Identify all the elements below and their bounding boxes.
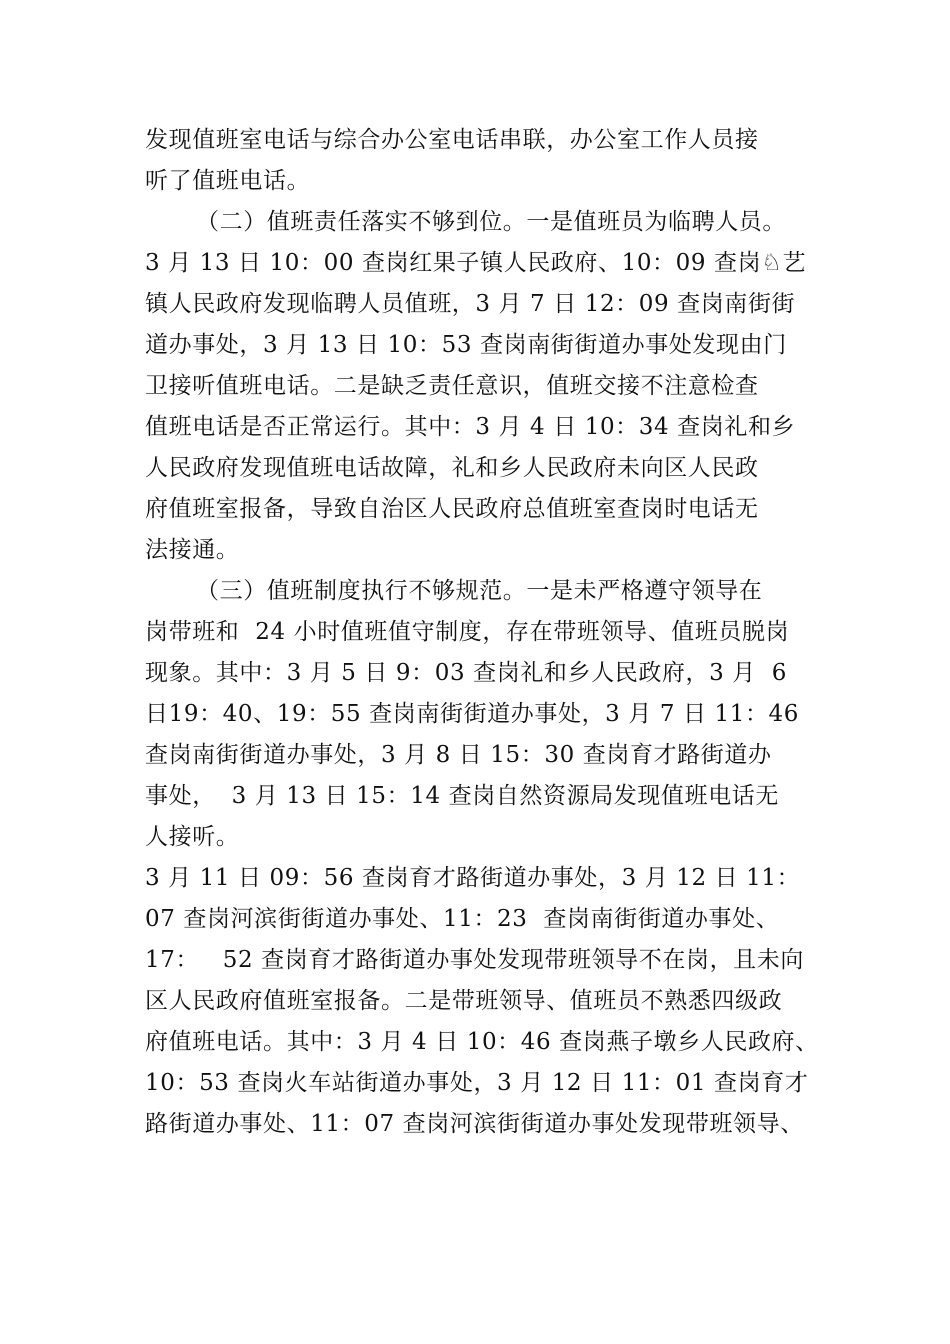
text-line: 听了值班电话。 <box>145 168 311 194</box>
text-line: 现象。其中：3 月 5 日 9：03 查岗礼和乡人民政府，3 月 6 <box>145 660 787 686</box>
text-line: 3 月 13 日 10：00 查岗红果子镇人民政府、10：09 查岗♘艺 <box>145 250 807 276</box>
text-line: 人接听。 <box>145 824 240 850</box>
section-heading-2: （二）值班责任落实不够到位。一是值班员为临聘人员。 <box>196 209 786 235</box>
text-line: 查岗南街街道办事处，3 月 8 日 15：30 查岗育才路街道办 <box>145 742 772 768</box>
text-line: 卫接听值班电话。二是缺乏责任意识，值班交接不注意检查 <box>145 373 759 399</box>
text-line: 法接通。 <box>145 537 240 563</box>
text-line: 府值班室报备，导致自治区人民政府总值班室查岗时电话无 <box>145 496 759 522</box>
text-line: 道办事处，3 月 13 日 10：53 查岗南街街道办事处发现由门 <box>145 332 787 358</box>
text-line: 岗带班和 24 小时值班值守制度，存在带班领导、值班员脱岗 <box>145 619 790 645</box>
text-line: 事处， 3 月 13 日 15：14 查岗自然资源局发现值班电话无 <box>145 783 780 809</box>
text-line: 17： 52 查岗育才路街道办事处发现带班领导不在岗，且未向 <box>145 947 804 973</box>
text-line: 3 月 11 日 09：56 查岗育才路街道办事处，3 月 12 日 11： <box>145 865 801 891</box>
text-line: 值班电话是否正常运行。其中：3 月 4 日 10：34 查岗礼和乡 <box>145 414 796 440</box>
text-line: 府值班电话。其中：3 月 4 日 10：46 查岗燕子墩乡人民政府、 <box>145 1029 819 1055</box>
text-line: 区人民政府值班室报备。二是带班领导、值班员不熟悉四级政 <box>145 988 783 1014</box>
text-line: 日19：40、19：55 查岗南街街道办事处，3 月 7 日 11：46 <box>145 701 800 727</box>
text-line: 发现值班室电话与综合办公室电话串联，办公室工作人员接 <box>145 127 759 153</box>
text-line: 镇人民政府发现临聘人员值班，3 月 7 日 12：09 查岗南街街 <box>145 291 796 317</box>
text-line: 路街道办事处、11：07 查岗河滨街街道办事处发现带班领导、 <box>145 1111 804 1137</box>
text-line: 10：53 查岗火车站街道办事处，3 月 12 日 11：01 查岗育才 <box>145 1070 809 1096</box>
text-line: 07 查岗河滨街街道办事处、11：23 查岗南街街道办事处、 <box>145 906 780 932</box>
section-heading-3: （三）值班制度执行不够规范。一是未严格遵守领导在 <box>196 578 763 604</box>
text-line: 人民政府发现值班电话故障，礼和乡人民政府未向区人民政 <box>145 455 759 481</box>
